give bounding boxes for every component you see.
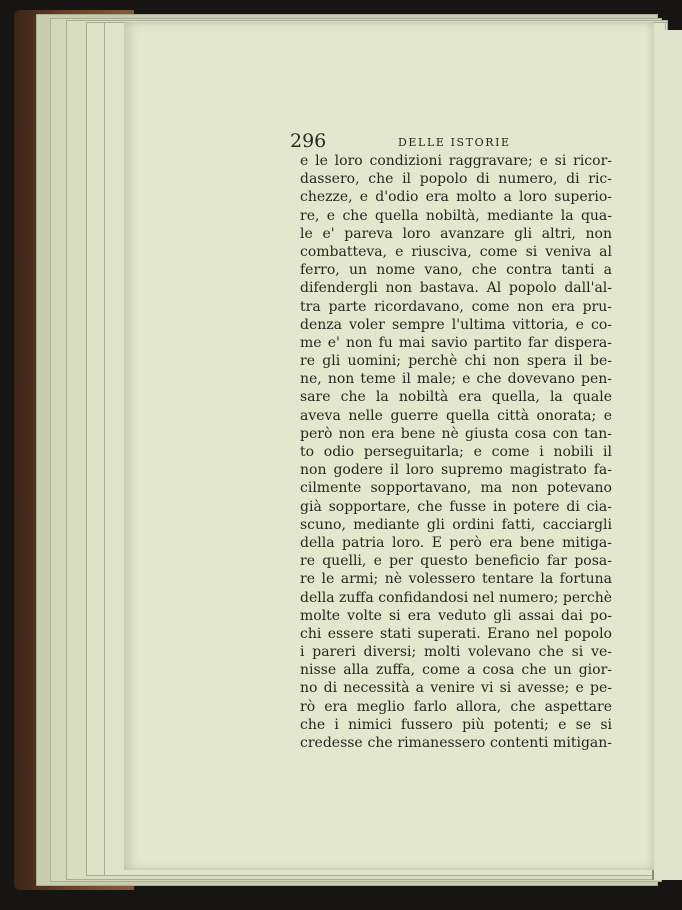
text-line: difendergli non bastava. Al popolo dall'al- <box>300 280 612 297</box>
text-line: i pareri diversi; molti volevano che si ve- <box>300 644 612 661</box>
text-line: ferro, un nome vano, che contra tanti a <box>300 262 612 279</box>
text-line: re le armi; nè volessero tentare la fortuna <box>300 571 612 588</box>
text-line: però non era bene nè giusta cosa con tan- <box>300 425 612 442</box>
text-line: to odio perseguitarla; e come i nobili il <box>300 444 612 460</box>
text-line: rò era meglio farlo allora, che aspettare <box>300 698 612 715</box>
text-line: dassero, che il popolo di numero, di ric- <box>300 171 612 188</box>
text-line: molte volte si era veduto gli assai dai po- <box>300 607 612 624</box>
text-line: sare che la nobiltà era quella, la quale <box>300 389 612 406</box>
text-line: combatteva, e riusciva, come si veniva al <box>300 243 612 260</box>
running-head: DELLE ISTORIE <box>398 136 511 149</box>
text-line: della patria loro. E però era bene mitiga- <box>300 534 612 551</box>
text-line: denza voler sempre l'ultima vittoria, e co- <box>300 316 612 333</box>
text-line: re gli uomini; perchè chi non spera il be- <box>300 353 612 370</box>
text-line: cilmente sopportavano, ma non potevano <box>300 480 612 497</box>
text-line: scuno, mediante gli ordini fatti, cacciargli <box>300 516 612 533</box>
text-line: chi essere stati superati. Erano nel popolo <box>300 625 612 642</box>
text-line: me e' non fu mai savio partito far dispera- <box>300 334 612 351</box>
page-header <box>170 124 610 154</box>
text-line: già sopportare, che fusse in potere di cia- <box>300 498 612 515</box>
text-line: e le loro condizioni raggravare; e si ricor- <box>300 153 612 169</box>
page-number: 296 <box>290 130 327 152</box>
text-line: della zuffa confidandosi nel numero; perchè <box>300 589 612 606</box>
text-line: non godere il loro supremo magistrato fa- <box>300 462 612 479</box>
text-line: le e' pareva loro avanzare gli altri, non <box>300 225 612 242</box>
text-line: re, e che quella nobiltà, mediante la qua- <box>300 207 612 224</box>
text-line: aveva nelle guerre quella città onorata; e <box>300 407 612 424</box>
text-line: tra parte ricordavano, come non era pru- <box>300 298 612 315</box>
body-text <box>300 152 612 752</box>
text-line: nisse alla zuffa, come a cosa che un gior- <box>300 662 612 679</box>
text-line: no di necessità a venire vi si avesse; e pe- <box>300 680 612 697</box>
text-line: re quelli, e per questo beneficio far posa- <box>300 553 612 570</box>
text-line: credesse che rimanessero contenti mitigan- <box>300 735 612 751</box>
text-line: chezze, e d'odio era molto a loro superio- <box>300 189 612 206</box>
facing-page-edge <box>652 30 682 880</box>
text-line: ne, non teme il male; e che dovevano pen- <box>300 371 612 388</box>
text-line: che i nimici fussero più potenti; e se si <box>300 716 612 733</box>
